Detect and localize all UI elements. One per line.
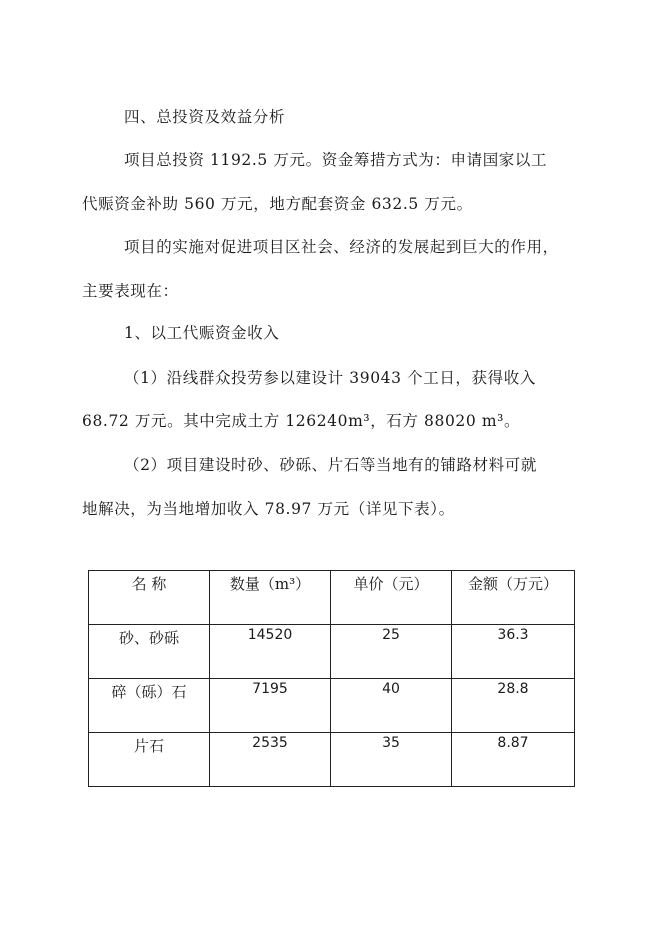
table-header-row: [89, 571, 575, 625]
item-2-line-2: 地解决，为当地增加收入 78.97 万元（详见下表）。: [82, 500, 455, 518]
table-row: [89, 625, 575, 679]
section-heading: 四、总投资及效益分析: [124, 108, 286, 126]
cell-name: 砂、砂砾: [89, 625, 210, 679]
materials-table: [88, 570, 575, 787]
cell-amount: 36.3: [452, 625, 575, 679]
header-quantity: 数量（m³）: [210, 571, 331, 625]
table-row: [89, 733, 575, 787]
header-amount: 金额（万元）: [452, 571, 575, 625]
cell-amount: 28.8: [452, 679, 575, 733]
header-name: 名 称: [89, 571, 210, 625]
cell-amount: 8.87: [452, 733, 575, 787]
paragraph-investment-line-1: 项目总投资 1192.5 万元。资金筹措方式为：申请国家以工: [124, 151, 548, 169]
paragraph-effects-line-1: 项目的实施对促进项目区社会、经济的发展起到巨大的作用，: [124, 238, 559, 256]
subheading-work-relief-income: 1、以工代赈资金收入: [124, 324, 280, 342]
cell-unit-price: 35: [331, 733, 452, 787]
cell-unit-price: 40: [331, 679, 452, 733]
paragraph-investment-line-2: 代赈资金补助 560 万元，地方配套资金 632.5 万元。: [82, 195, 473, 213]
cell-quantity: 2535: [210, 733, 331, 787]
table-row: [89, 679, 575, 733]
item-1-line-1: （1）沿线群众投劳参以建设计 39043 个工日，获得收入: [124, 369, 536, 387]
item-1-line-2: 68.72 万元。其中完成土方 126240m³，石方 88020 m³。: [82, 412, 521, 430]
header-unit-price: 单价（元）: [331, 571, 452, 625]
cell-name: 片石: [89, 733, 210, 787]
cell-quantity: 14520: [210, 625, 331, 679]
cell-name: 碎（砾）石: [89, 679, 210, 733]
item-2-line-1: （2）项目建设时砂、砂砾、片石等当地有的铺路材料可就: [124, 456, 537, 474]
cell-quantity: 7195: [210, 679, 331, 733]
paragraph-effects-line-2: 主要表现在：: [82, 282, 179, 300]
cell-unit-price: 25: [331, 625, 452, 679]
